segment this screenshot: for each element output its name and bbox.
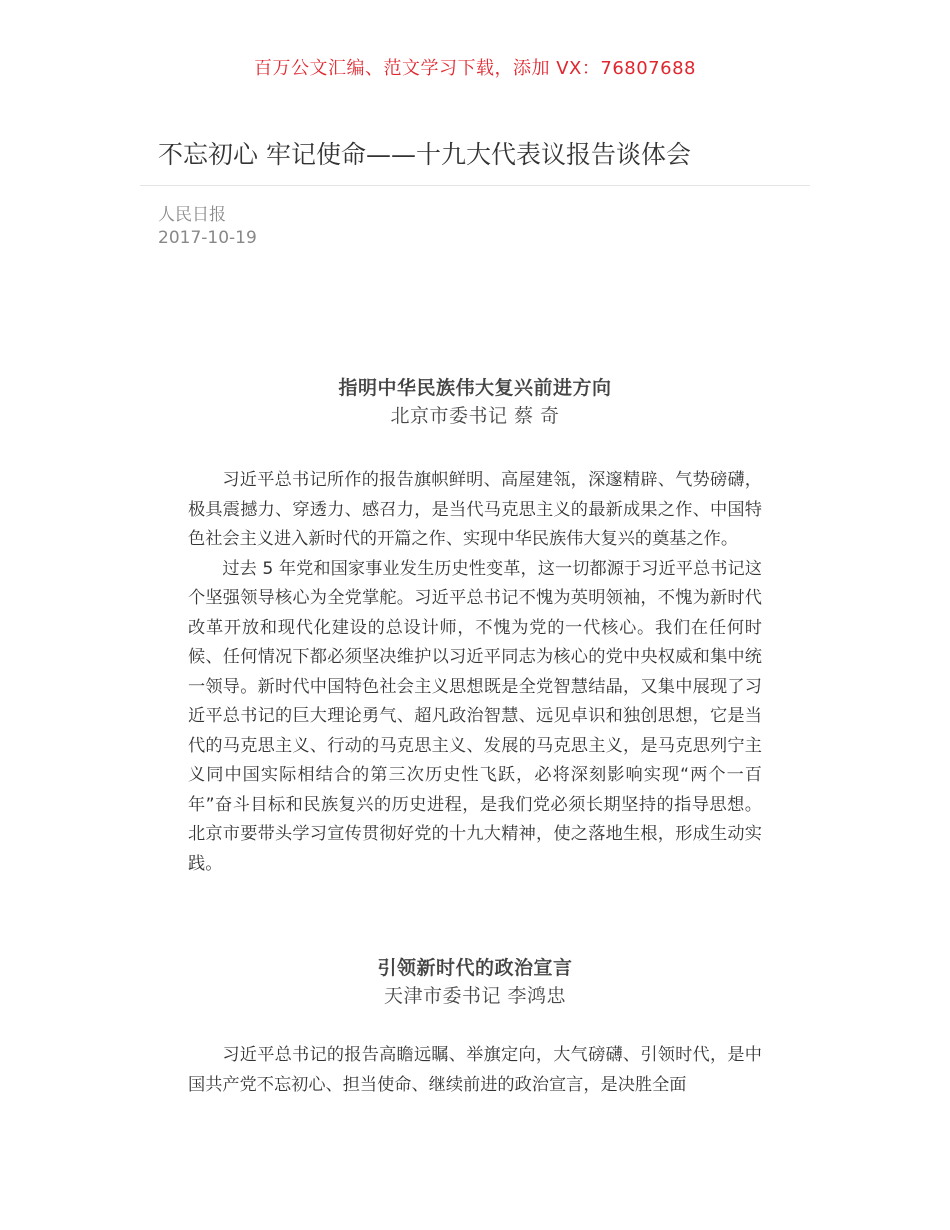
promo-banner: 百万公文汇编、范文学习下载，添加 VX：76807688 (254, 58, 696, 79)
paragraph: 习近平总书记所作的报告旗帜鲜明、高屋建瓴，深邃精辟、气势磅礴，极具震撼力、穿透力、感召力，是当代马克思主义的最新成果之作、中国特色社会主义进入新时代的开篇之作、实现中华民族伟大复兴的奠基之作。 (188, 470, 762, 549)
paragraph: 习近平总书记的报告高瞻远瞩、举旗定向，大气磅礴、引领时代，是中国共产党不忘初心、担当使命、继续前进的政治宣言，是决胜全面 (188, 1045, 762, 1095)
article-meta (158, 204, 257, 250)
section-author: 天津市委书记 李鸿忠 (383, 985, 567, 1007)
section-heading (0, 954, 950, 1010)
title-divider (140, 185, 810, 186)
paragraph: 过去 5 年党和国家事业发生历史性变革，这一切都源于习近平总书记这个坚强领导核心为全党掌舵。习近平总书记不愧为英明领袖，不愧为新时代改革开放和现代化建设的总设计师，不愧为党的一代核心。我们在任何时候、任何情况下都必须坚决维护以习近平同志为核心的党中央权威和集中统一领导。新时代中国特色社会主义思想既是全党智慧结晶，又集中展现了习近平总书记的巨大理论勇气、超凡政治智慧、远见卓识和独创思想，它是当代的马克思主义、行动的马克思主义、发展的马克思主义，是马克思列宁主义同中国实际相结合的第三次历史性飞跃，必将深刻影响实现“两个一百年”奋斗目标和民族复兴的历史进程，是我们党必须长期坚持的指导思想。北京市要带头学习宣传贯彻好党的十九大精神，使之落地生根，形成生动实践。 (188, 558, 762, 874)
article-source: 人民日报 (158, 205, 226, 225)
article-title: 不忘初心 牢记使命——十九大代表议报告谈体会 (158, 140, 691, 169)
section-title: 指明中华民族伟大复兴前进方向 (338, 377, 612, 399)
section-title: 引领新时代的政治宣言 (377, 957, 573, 979)
section-body (188, 1041, 762, 1100)
section-body (188, 466, 762, 879)
article-date: 2017-10-19 (158, 228, 257, 248)
section-author: 北京市委书记 蔡 奇 (390, 405, 560, 427)
section-heading (0, 374, 950, 430)
